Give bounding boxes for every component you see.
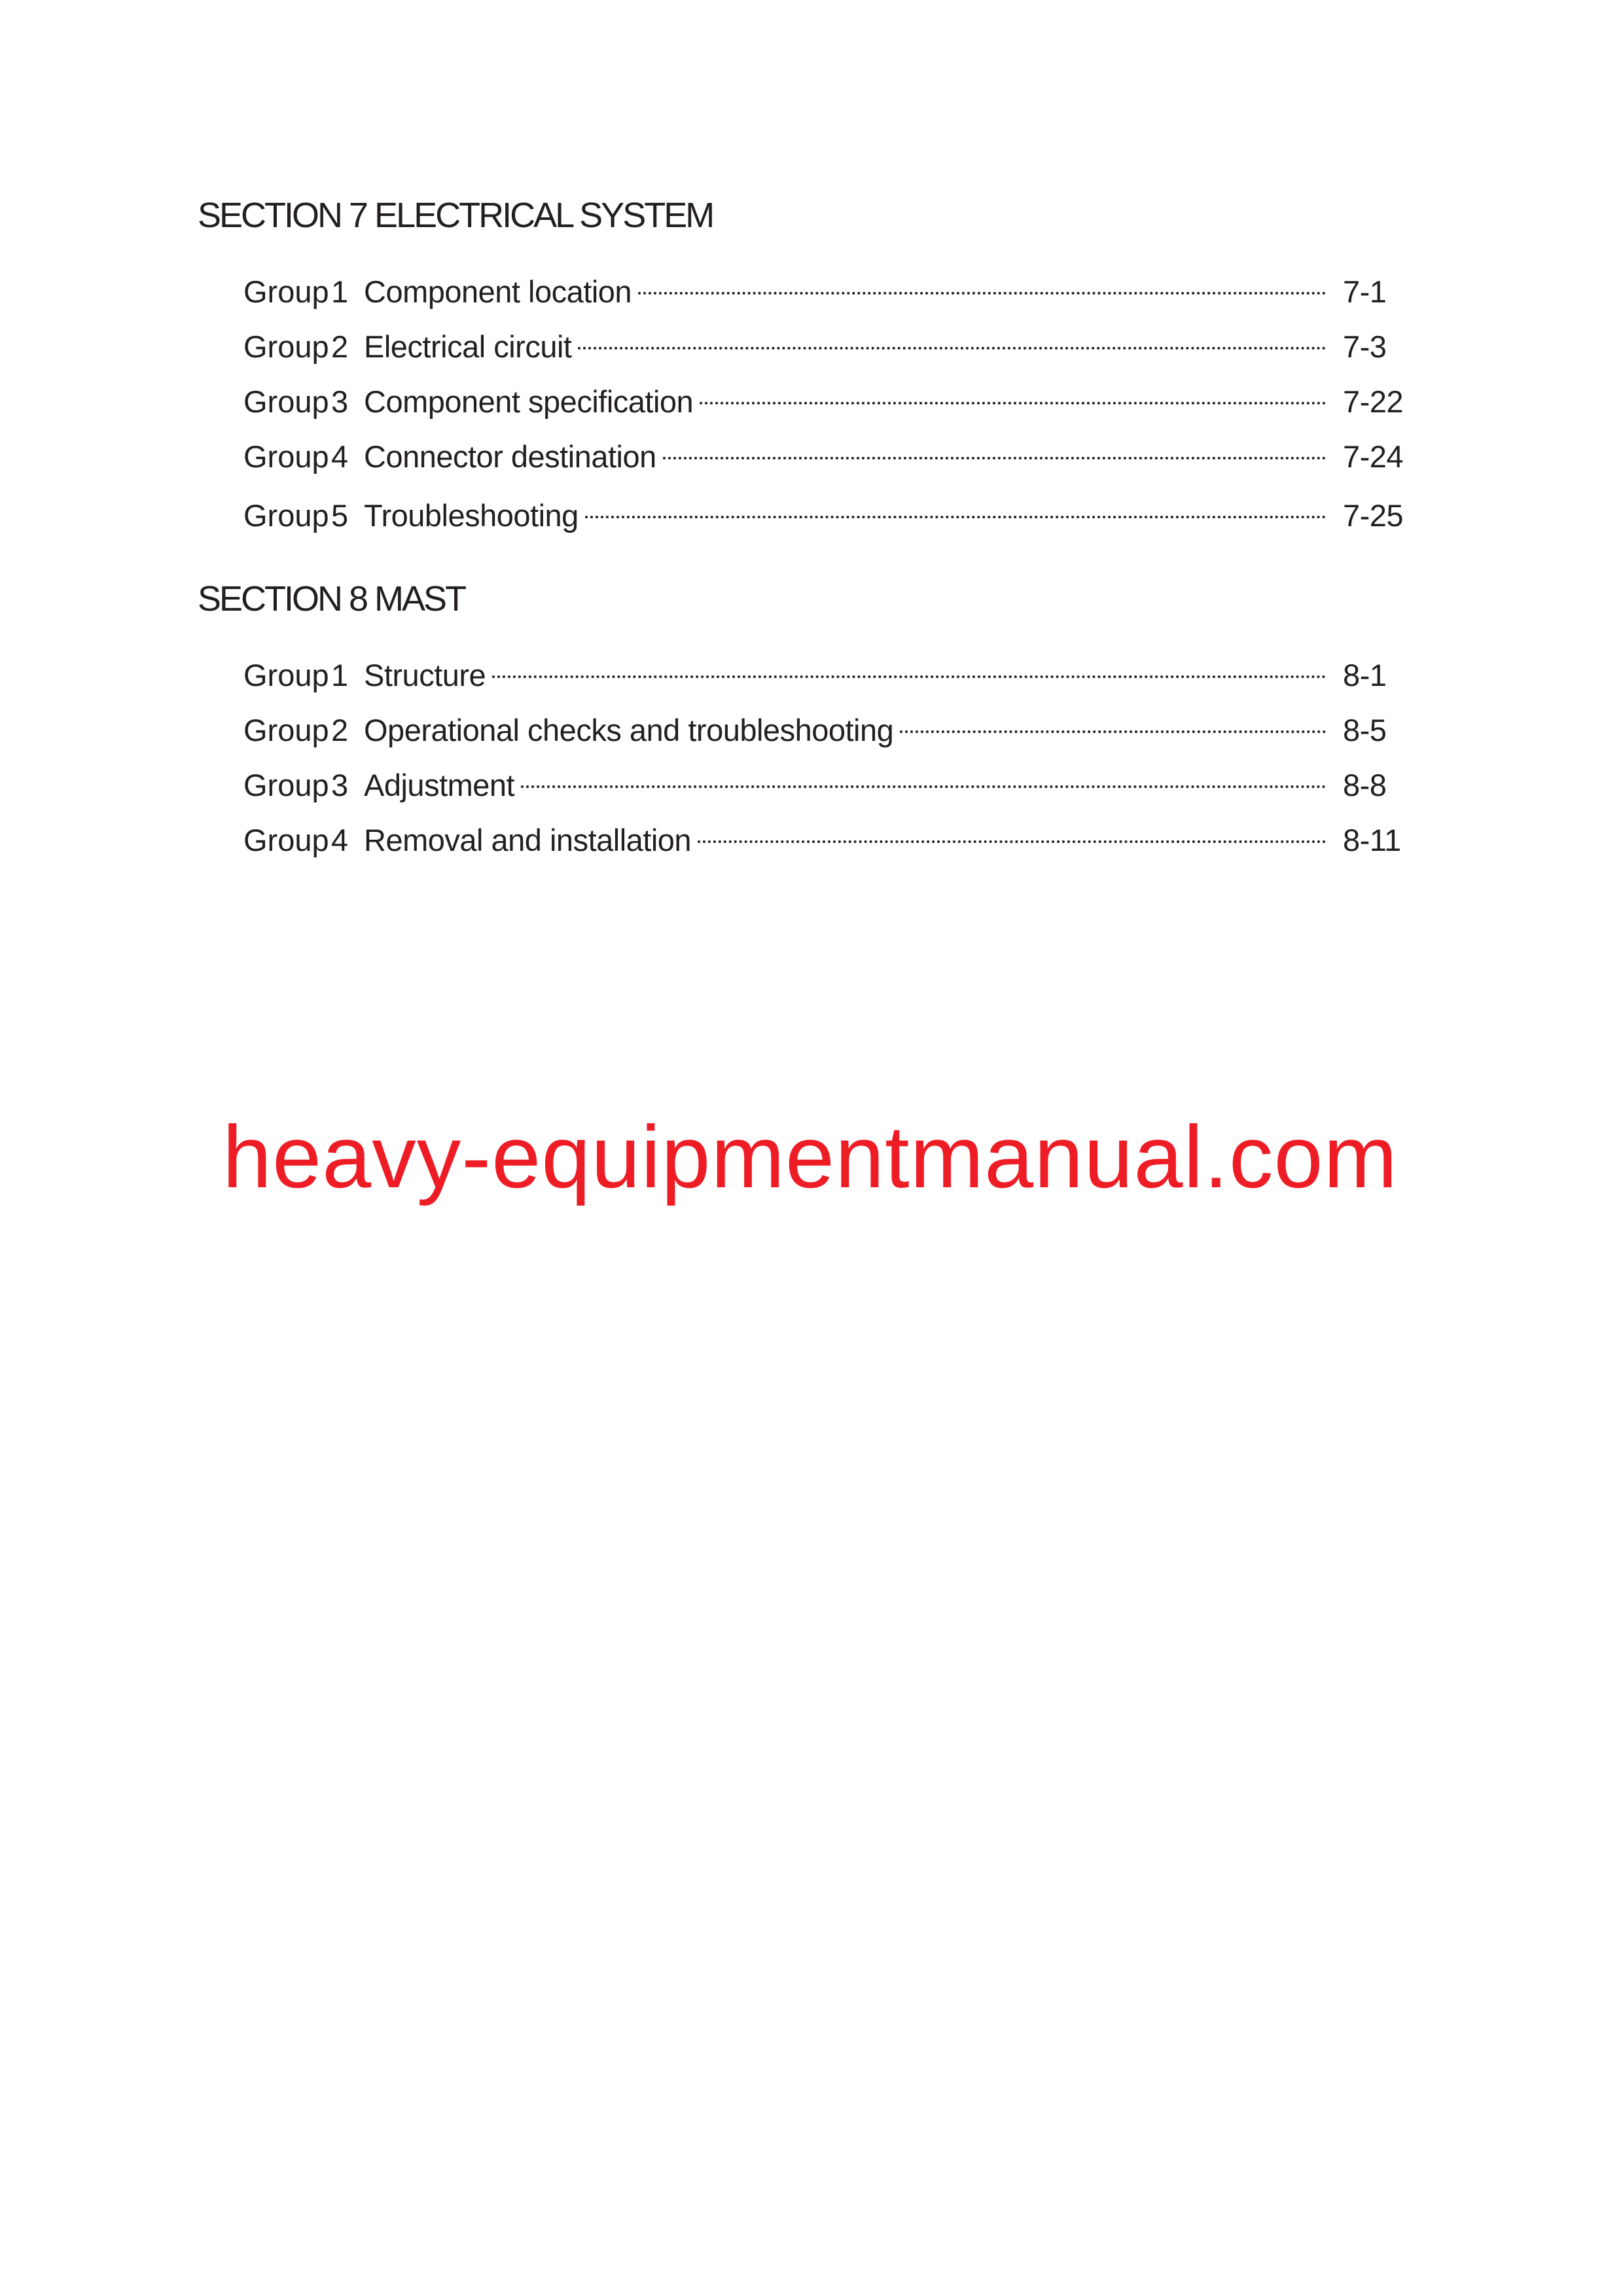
group-title[interactable]: Removal and installation xyxy=(364,823,692,857)
dot-leader xyxy=(578,347,1326,350)
section-8-contents xyxy=(243,657,1415,877)
dot-leader xyxy=(585,516,1326,518)
group-title[interactable]: Electrical circuit xyxy=(364,329,572,364)
toc-entry[interactable] xyxy=(243,329,1415,384)
group-number: 1 xyxy=(331,658,349,692)
group-label: Group xyxy=(243,713,329,747)
group-number: 1 xyxy=(331,274,349,309)
toc-entry[interactable] xyxy=(243,384,1415,439)
group-title[interactable]: Operational checks and troubleshooting xyxy=(364,713,894,747)
group-title[interactable]: Component specification xyxy=(364,384,694,419)
group-number: 5 xyxy=(331,498,349,533)
section-7-contents xyxy=(243,274,1415,552)
group-title[interactable]: Connector destination xyxy=(364,439,656,474)
page-number[interactable]: 8-5 xyxy=(1343,713,1387,747)
dot-leader xyxy=(900,730,1326,733)
group-title[interactable]: Adjustment xyxy=(364,768,515,802)
group-label: Group xyxy=(243,439,329,474)
dot-leader xyxy=(521,785,1326,788)
page-number[interactable]: 8-1 xyxy=(1343,658,1387,692)
toc-entry[interactable] xyxy=(243,712,1415,767)
group-number: 3 xyxy=(331,768,349,802)
group-label: Group xyxy=(243,658,329,692)
group-number: 4 xyxy=(331,439,349,474)
group-label: Group xyxy=(243,823,329,857)
group-label: Group xyxy=(243,274,329,309)
dot-leader xyxy=(698,840,1326,843)
toc-entry[interactable] xyxy=(243,439,1415,493)
toc-entry[interactable] xyxy=(243,274,1415,329)
page-number[interactable]: 7-22 xyxy=(1343,384,1404,419)
group-number: 3 xyxy=(331,384,349,419)
group-label: Group xyxy=(243,329,329,364)
page-number[interactable]: 8-11 xyxy=(1343,823,1401,857)
group-label: Group xyxy=(243,768,329,802)
group-label: Group xyxy=(243,498,329,533)
group-title[interactable]: Structure xyxy=(364,658,486,692)
section-7-title: SECTION 7 ELECTRICAL SYSTEM xyxy=(198,196,713,235)
toc-entry[interactable] xyxy=(243,822,1415,877)
toc-entry[interactable] xyxy=(243,497,1415,552)
page-number[interactable]: 7-24 xyxy=(1343,439,1404,474)
group-number: 2 xyxy=(331,713,349,747)
dot-leader xyxy=(663,457,1326,459)
page-number[interactable]: 7-3 xyxy=(1343,329,1387,364)
page-number[interactable]: 8-8 xyxy=(1343,768,1387,802)
section-8-title: SECTION 8 MAST xyxy=(198,579,465,619)
dot-leader xyxy=(700,402,1326,404)
group-number: 2 xyxy=(331,329,349,364)
toc-entry[interactable] xyxy=(243,767,1415,822)
group-label: Group xyxy=(243,384,329,419)
group-number: 4 xyxy=(331,823,349,857)
watermark-text: heavy-equipmentmanual.com xyxy=(223,1107,1398,1206)
page-number[interactable]: 7-25 xyxy=(1343,498,1404,533)
toc-entry[interactable] xyxy=(243,657,1415,712)
group-title[interactable]: Troubleshooting xyxy=(364,498,579,533)
page-number[interactable]: 7-1 xyxy=(1343,274,1387,309)
dot-leader xyxy=(638,292,1326,295)
group-title[interactable]: Component location xyxy=(364,274,632,309)
dot-leader xyxy=(492,675,1326,678)
